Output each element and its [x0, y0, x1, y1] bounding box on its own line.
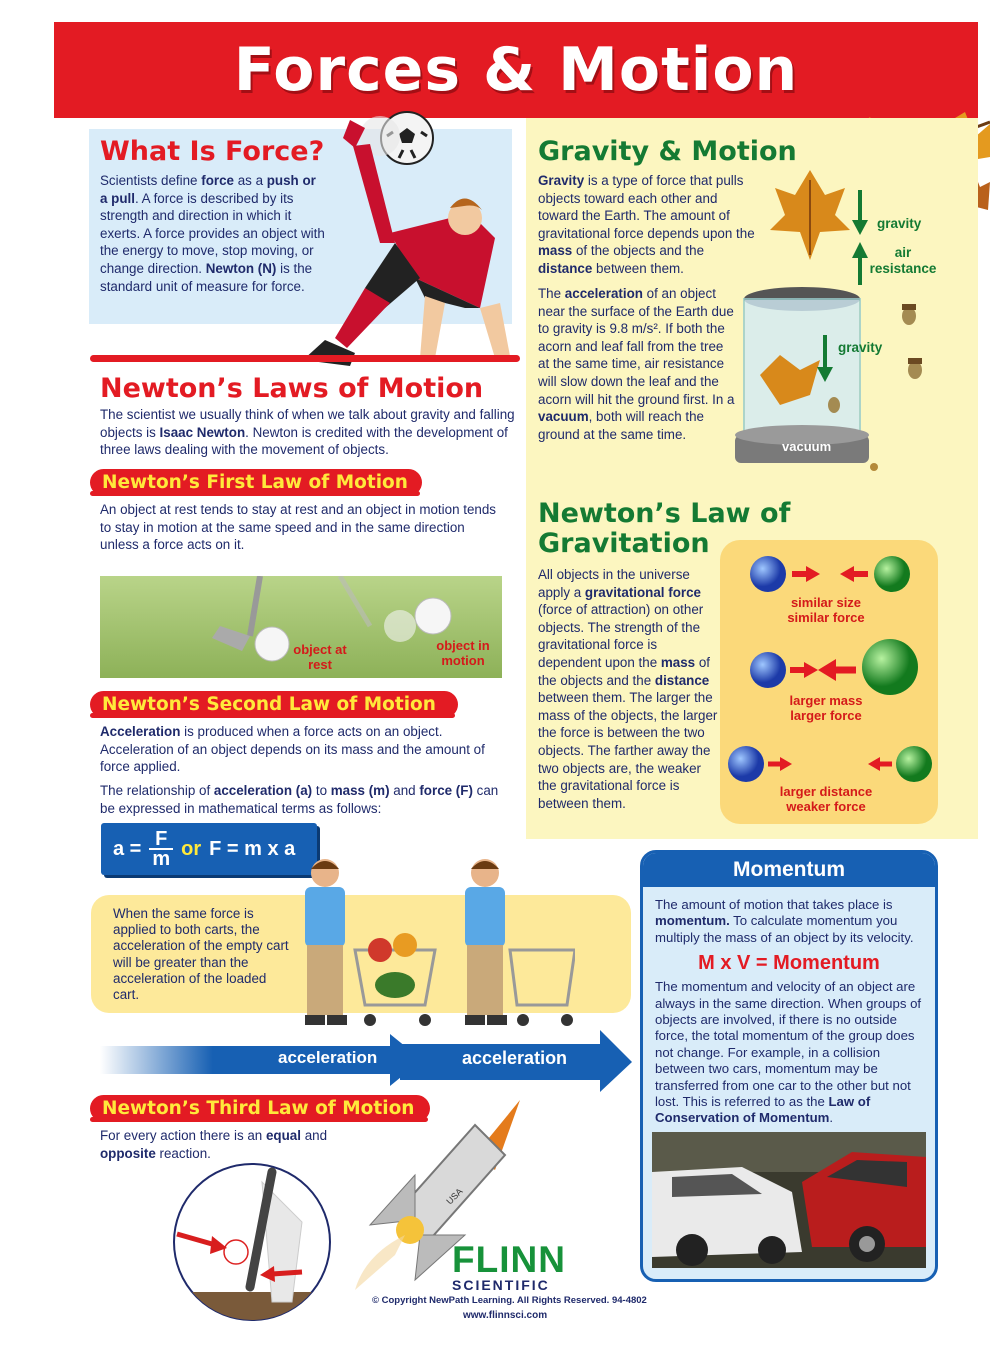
second-law-text-1: Acceleration is produced when a force acts on an object. Acceleration of an object depends on its mass and the amount of force applied. [100, 724, 485, 775]
formula-box: a = $\frac{F}{m}$ or F = m x a [101, 823, 317, 875]
newtons-laws-heading: Newton’s Laws of Motion [100, 373, 484, 404]
cart-note-text: When the same force is applied to both carts, the acceleration of the empty cart will be greater than the acceleration of the loaded cart. [113, 906, 289, 1003]
gravitation-case-3: larger distance weaker force [779, 784, 873, 814]
divider [90, 355, 520, 362]
gravitation-case-1: similar size similar force [787, 595, 865, 625]
gravitation-cases-panel [720, 540, 938, 824]
flinn-logo: FLINN [452, 1239, 566, 1280]
title-banner [54, 22, 978, 118]
website-link[interactable]: www.flinnsci.com [463, 1310, 548, 1321]
momentum-text-1: The amount of motion that takes place is momentum. To calculate momentum you multiply the mass of an object by its velocity. [655, 897, 914, 945]
newtons-laws-text: The scientist we usually think of when we talk about gravity and falling objects is Isaac Newton. Newton is credited with the development of three laws dealing with the movement of objects. [100, 407, 515, 458]
falling-leaf-image [770, 170, 850, 260]
soccer-player-image [295, 108, 520, 370]
gravity-motion-text-1: Gravity is a type of force that pulls objects toward each other and toward the Earth. The amount of gravitational force depends upon the mass of the objects and the distance between them. [538, 173, 755, 276]
gravity-label-2: gravity [838, 340, 883, 355]
flinn-logo-subtitle: SCIENTIFIC [452, 1277, 550, 1293]
object-at-rest-label: object at rest [293, 642, 347, 672]
what-is-force-heading: What Is Force? [100, 136, 325, 167]
baseball-bat-image [172, 1162, 342, 1322]
gravity-motion-heading: Gravity & Motion [538, 136, 797, 167]
car-crash-image [652, 1132, 926, 1268]
gravity-label: gravity [877, 216, 922, 231]
golf-grass-image [100, 576, 502, 678]
falling-acorn-image [895, 290, 935, 390]
gravitation-case-2: larger mass larger force [789, 693, 863, 723]
vacuum-label: vacuum [782, 439, 832, 454]
acceleration-label-1: acceleration [278, 1048, 378, 1067]
second-law-text-2: The relationship of acceleration (a) to mass (m) and force (F) can be expressed in mathematical terms as follows: [100, 783, 499, 816]
copyright-text: © Copyright NewPath Learning. All Rights Reserved. 94-4802 [372, 1295, 647, 1306]
gravity-motion-text-2: The acceleration of an object near the surface of the Earth due to gravity is 9.8 m/s². If both the acorn and leaf fall from the tree at the same time, air resistance will slow down the leaf and the acorn will hit the ground first. In a vacuum, both will reach the ground at the same time. [538, 286, 735, 442]
first-law-heading: Newton’s First Law of Motion [90, 469, 422, 496]
momentum-heading: Momentum [643, 853, 935, 887]
page-title: Forces & Motion [233, 35, 799, 105]
gravitation-heading: Newton’s Law of Gravitation [538, 498, 791, 559]
momentum-panel [640, 850, 938, 1282]
gravitation-text: All objects in the universe apply a gravitational force (force of attraction) on other objects. The strength of the gravitational force is dependent upon the mass of the objects and the distance between them. The larger the mass of the objects, the larger the force is between the two objects. The farther away the two objects are, the weaker the gravitational force is between them. [538, 567, 718, 811]
third-law-text: For every action there is an equal and opposite reaction. [100, 1128, 328, 1161]
second-law-heading: Newton’s Second Law of Motion [90, 691, 458, 718]
momentum-text-2: The momentum and velocity of an object are always in the same direction. When groups of objects are involved, if there is no outside force, the total momentum of the group does not change. For example, in a collision between two cars, momentum may be transferred from one car to the other but not lost. This is referred to as the Law of Conservation of Momentum. [655, 979, 922, 1126]
what-is-force-text: Scientists define force as a push or a pull. A force is described by its strength and direction in which it exerts. A force provides an object with the energy to move, stop moving, or change direction. Newton (N) is the standard unit of measure for force. [100, 173, 325, 294]
svg-text:USA: USA [444, 1186, 465, 1207]
first-law-text: An object at rest tends to stay at rest and an object in motion tends to stay in motion at the same speed and in the same direction unless a force acts on it. [100, 502, 496, 553]
air-resistance-label: air resistance [869, 245, 937, 276]
third-law-heading: Newton’s Third Law of Motion [90, 1095, 430, 1122]
object-in-motion-label: object in motion [436, 638, 490, 668]
acceleration-label-2: acceleration [462, 1048, 568, 1068]
gravitation-spheres [720, 540, 938, 824]
shopping-carts-image [285, 855, 575, 1040]
momentum-formula: M x V = Momentum [698, 952, 880, 975]
